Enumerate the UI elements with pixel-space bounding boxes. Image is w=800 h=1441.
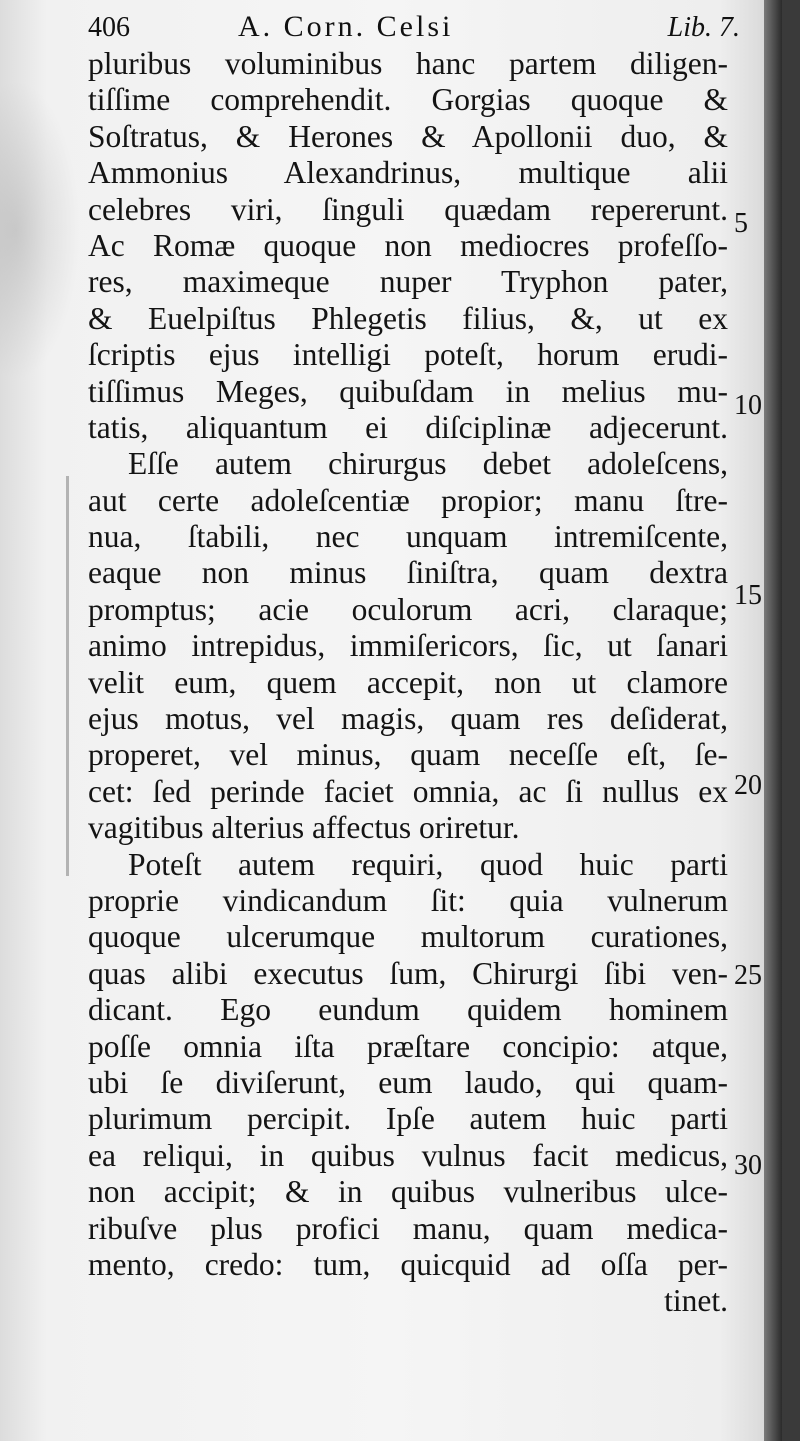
line-number: 10 [734,390,762,421]
text-line: ubi ſe diviſerunt, eum laudo, qui quam- [88,1064,728,1100]
page-number: 406 [88,12,130,43]
text-line: mento, credo: tum, quicquid ad oſſa per- [88,1246,728,1282]
text-line: properet, vel minus, quam neceſſe eſt, ſe- [88,737,728,773]
text-line: Poteſt autem requiri, quod huic parti [128,846,728,882]
text-line: vagitibus alterius affectus oriretur. [88,810,520,846]
line-number: 5 [734,208,748,239]
text-line: & Euelpiſtus Phlegetis filius, &, ut ex [88,300,728,336]
text-line: promptus; acie oculorum acri, claraque; [88,591,728,627]
text-line: animo intrepidus, immiſericors, ſic, ut ſanari [88,628,728,664]
text-line: proprie vindicandum ſit: quia vulnerum [88,882,728,918]
book-indicator: Lib. 7. [667,12,740,43]
page-edge-shadow [764,0,782,1441]
text-line: velit eum, quem accepit, non ut clamore [88,664,728,700]
text-line: poſſe omnia iſta præſtare concipio: atque, [88,1028,728,1064]
text-line: Ammonius Alexandrinus, multique alii [88,155,728,191]
text-line: tatis, aliquantum ei diſciplinæ adjecerunt. [88,409,728,445]
text-line: Eſſe autem chirurgus debet adoleſcens, [128,446,728,482]
text-line: ea reliqui, in quibus vulnus facit medicus, [88,1137,728,1173]
text-line: pluribus voluminibus hanc partem diligen- [88,46,728,81]
line-number: 15 [734,580,762,611]
line-number: 20 [734,770,762,801]
line-number: 25 [734,960,762,991]
text-line: Ac Romæ quoque non mediocres profeſſo- [88,227,728,263]
page-stain [0,80,80,380]
text-line: quoque ulcerumque multorum curationes, [88,919,728,955]
text-line: ejus motus, vel magis, quam res deſiderat, [88,701,728,737]
text-line: tiſſime comprehendit. Gorgias quoque & [88,82,728,118]
text-line: tiſſimus Meges, quibuſdam in melius mu- [88,373,728,409]
text-line: plurimum percipit. Ipſe autem huic parti [88,1101,728,1137]
margin-mark [66,476,69,876]
text-line: res, maximeque nuper Tryphon pater, [88,264,728,300]
text-line: aut certe adoleſcentiæ propior; manu ſtre- [88,482,728,518]
text-line: celebres viri, ſinguli quædam repererunt. [88,191,728,227]
text-line: non accipit; & in quibus vulneribus ulce- [88,1174,728,1210]
text-line: ribuſve plus profici manu, quam medica- [88,1210,728,1246]
text-line: ſcriptis ejus intelligi poteſt, horum erudi- [88,337,728,373]
text-line: Soſtratus, & Herones & Apollonii duo, & [88,118,728,154]
text-line: cet: ſed perinde faciet omnia, ac ſi nullus ex [88,773,728,809]
body-text [88,46,728,1320]
text-line: eaque non minus ſiniſtra, quam dextra [88,555,728,591]
text-line: dicant. Ego eundum quidem hominem [88,992,728,1028]
text-line: nua, ſtabili, nec unquam intremiſcente, [88,519,728,555]
running-title: A. Corn. Celsi [238,10,454,43]
page-header [88,8,748,48]
text-line: quas alibi executus ſum, Chirurgi ſibi ven- [88,955,728,991]
text-line: tinet. [664,1283,728,1319]
line-number: 30 [734,1150,762,1181]
